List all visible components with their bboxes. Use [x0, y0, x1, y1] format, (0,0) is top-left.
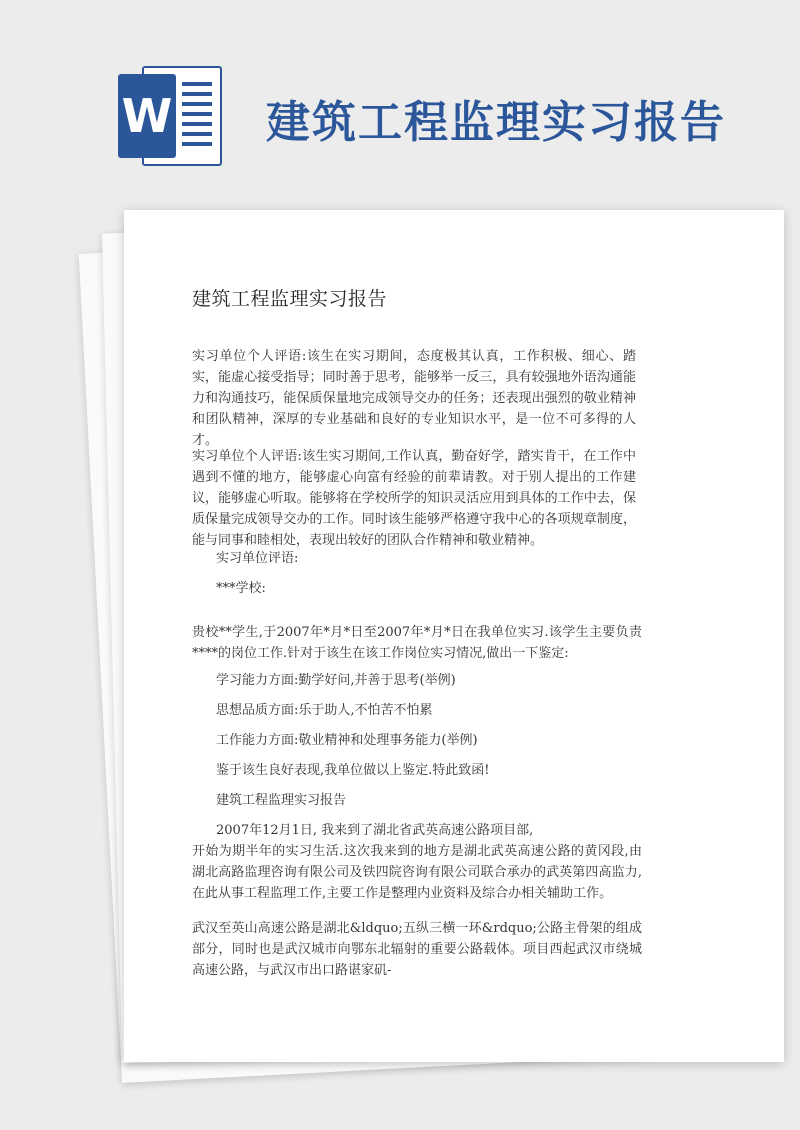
paragraph-2: 实习单位个人评语:该生实习期间,工作认真，勤奋好学，踏实肯干，在工作中遇到不懂的地方，能够虚心向富有经验的前辈请教。对于别人提出的工作建议，能够虚心听取。能够将在学校所学的知识灵活应用到具体的工作中去，保质保量完成领导交办的工作。同时该生能够严格遵守我中心的各项规章制度，能与同事和睦相处，表现出较好的团队合作精神和敬业精神。 [192, 449, 636, 548]
paragraph-8: 工作能力方面:敬业精神和处理事务能力(举例) [216, 733, 478, 748]
document-page [124, 210, 784, 1062]
paragraph-9: 鉴于该生良好表现,我单位做以上鉴定.特此致函! [216, 763, 490, 778]
word-badge: W [118, 74, 176, 158]
paragraph-6: 学习能力方面:勤学好问,并善于思考(举例) [216, 673, 456, 688]
paragraph-5: 贵校**学生,于2007年*月*日至2007年*月*日在我单位实习.该学生主要负责****的岗位工作.针对于该生在该工作岗位实习情况,做出一下鉴定: [192, 625, 642, 661]
paragraph-4: ***学校: [216, 581, 266, 596]
paragraph-3: 实习单位评语: [216, 551, 299, 566]
page-header [0, 0, 800, 210]
document-title: 建筑工程监理实习报告 [192, 288, 388, 310]
paragraph-12: 开始为期半年的实习生活.这次我来到的地方是湖北武英高速公路的黄冈段,由湖北高路监理咨询有限公司及铁四院咨询有限公司联合承办的武英第四高监力,在此从事工程监理工作,主要工作是整理内业资料及综合办相关辅助工作。 [192, 844, 642, 901]
banner-title: 建筑工程监理实习报告 [266, 97, 726, 148]
paragraph-7: 思想品质方面:乐于助人,不怕苦不怕累 [216, 703, 433, 718]
word-icon [118, 66, 222, 166]
paragraph-10: 建筑工程监理实习报告 [216, 793, 347, 808]
paragraph-1: 实习单位个人评语:该生在实习期间，态度极其认真，工作积极、细心、踏实，能虚心接受指导；同时善于思考，能够举一反三，具有较强地外语沟通能力和沟通技巧，能保质保量地完成领导交办的任务；还表现出强烈的敬业精神和团队精神，深厚的专业基础和良好的专业知识水平，是一位不可多得的人才。 [192, 349, 636, 448]
paragraph-13: 武汉至英山高速公路是湖北&ldquo;五纵三横一环&rdquo;公路主骨架的组成部分，同时也是武汉城市向鄂东北辐射的重要公路载体。项目西起武汉市绕城高速公路，与武汉市出口路谌家矶- [192, 921, 642, 978]
paragraph-11: 2007年12月1日, 我来到了湖北省武英高速公路项目部, [216, 823, 534, 838]
